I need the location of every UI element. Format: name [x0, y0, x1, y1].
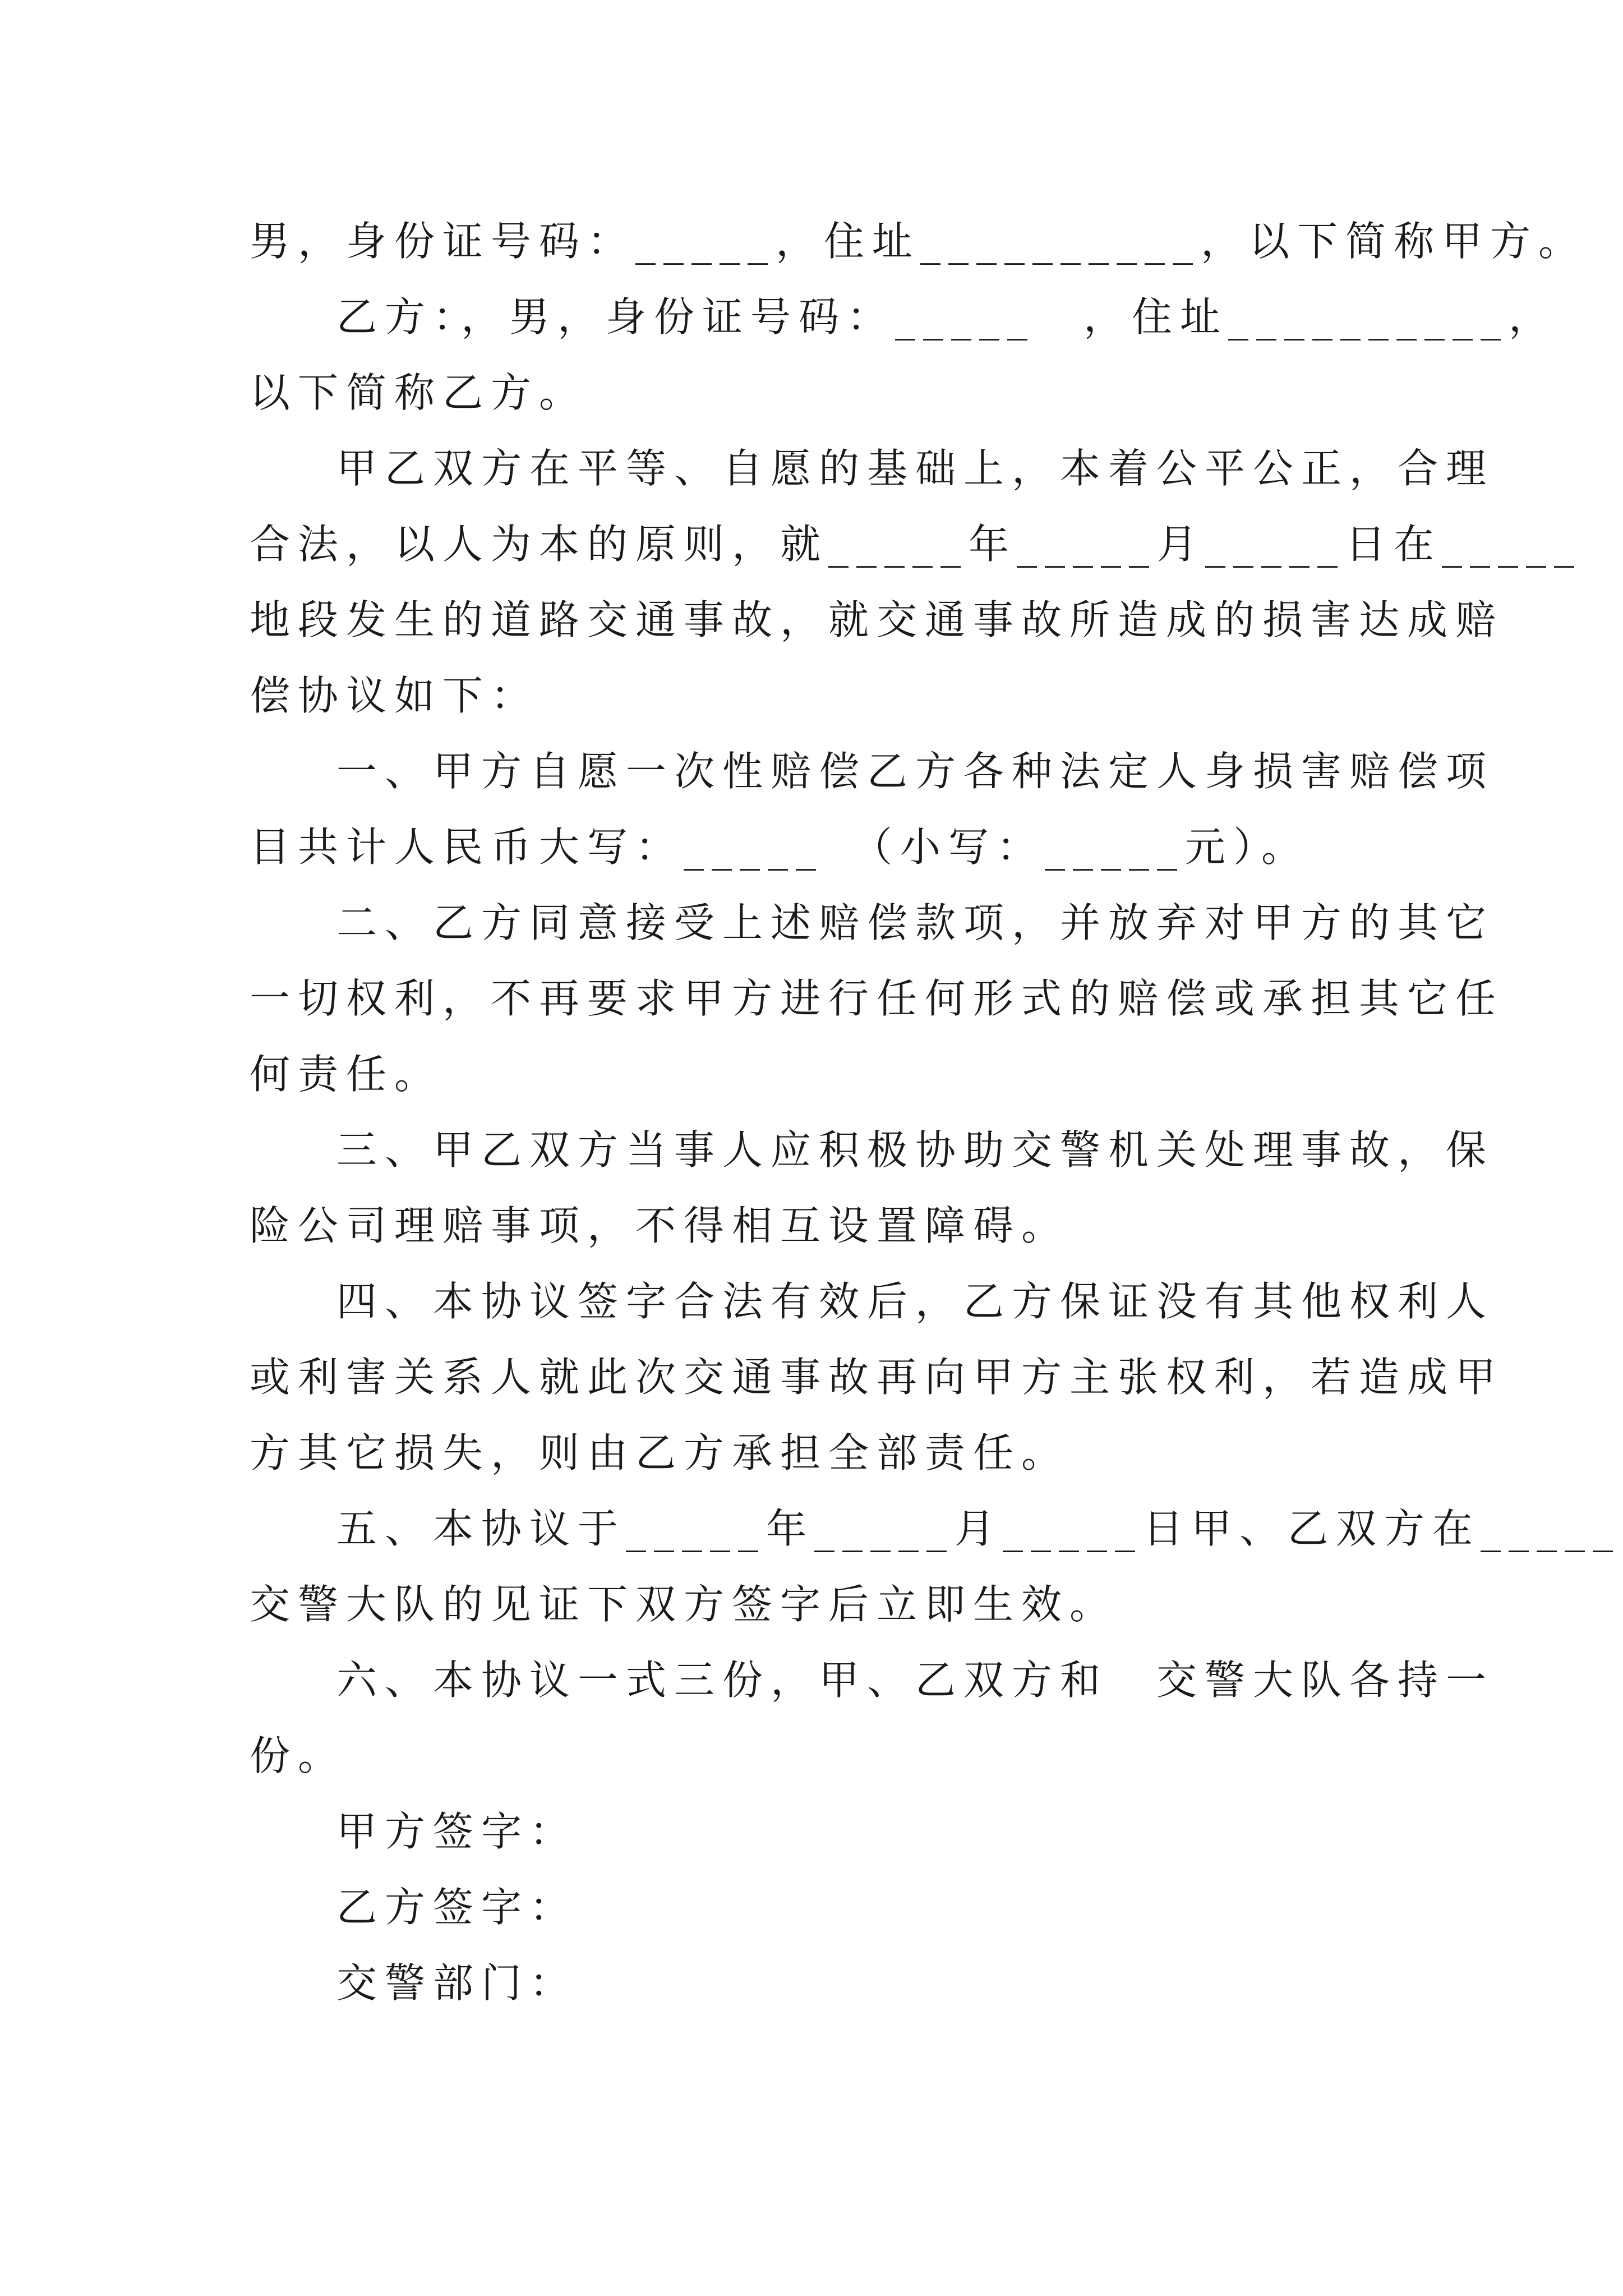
party-a-signature-label: 甲方签字： — [336, 1808, 578, 1855]
text-line-17: 方其它损失，则由乙方承担全部责任。 — [250, 1429, 1070, 1476]
text-line-15: 四、本协议签字合法有效后，乙方保证没有其他权利人 — [336, 1278, 1495, 1325]
text-line-12: 何责任。 — [250, 1051, 443, 1098]
text-line-14: 险公司理赔事项，不得相互设置障碍。 — [250, 1202, 1070, 1249]
text-line-11: 一切权利，不再要求甲方进行任何形式的赔偿或承担其它任 — [250, 975, 1504, 1022]
text-line-4: 甲乙双方在平等、自愿的基础上，本着公平公正，合理 — [336, 445, 1495, 492]
text-line-10: 二、乙方同意接受上述赔偿款项，并放弃对甲方的其它 — [336, 899, 1495, 946]
text-line-7: 偿协议如下： — [250, 672, 540, 719]
party-b-signature-label: 乙方签字： — [336, 1884, 578, 1931]
text-line-13: 三、甲乙双方当事人应积极协助交警机关处理事故，保 — [336, 1126, 1495, 1174]
text-line-16: 或利害关系人就此次交通事故再向甲方主张权利，若造成甲 — [250, 1354, 1504, 1401]
text-line-3: 以下简称乙方。 — [250, 369, 588, 416]
text-line-1: 男，身份证号码：_____，住址__________，以下简称甲方。 — [250, 218, 1587, 265]
text-line-9: 目共计人民币大写：_____ （小写：_____元）。 — [250, 823, 1310, 871]
text-line-6: 地段发生的道路交通事故，就交通事故所造成的损害达成赔 — [250, 596, 1504, 643]
text-line-21: 份。 — [250, 1732, 347, 1779]
text-line-20: 六、本协议一式三份，甲、乙双方和 交警大队各持一 — [336, 1657, 1495, 1704]
text-line-8: 一、甲方自愿一次性赔偿乙方各种法定人身损害赔偿项 — [336, 748, 1495, 795]
police-dept-signature-label: 交警部门： — [336, 1959, 578, 2007]
text-line-18: 五、本协议于_____年_____月_____日甲、乙双方在_____ — [336, 1505, 1621, 1552]
text-line-19: 交警大队的见证下双方签字后立即生效。 — [250, 1581, 1118, 1628]
text-line-5: 合法，以人为本的原则，就_____年_____月_____日在_____ — [250, 521, 1583, 568]
text-line-2: 乙方：，男，身份证号码：_____ ，住址__________， — [336, 293, 1557, 341]
